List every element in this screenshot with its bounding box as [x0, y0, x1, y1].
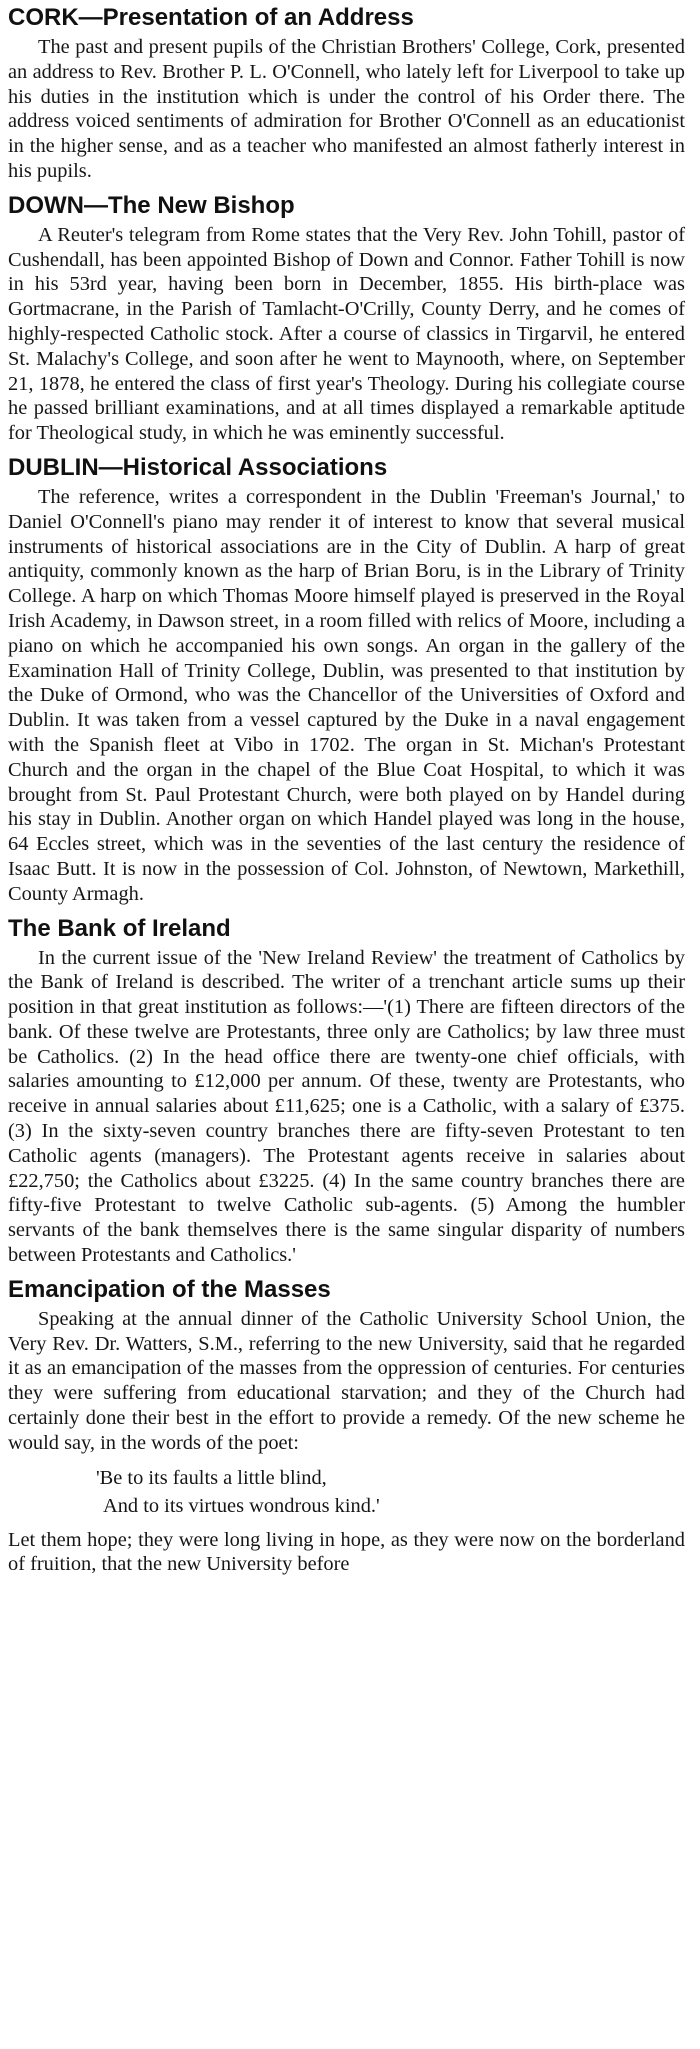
article-heading: Emancipation of the Masses [8, 1275, 331, 1303]
poem-quote [8, 1464, 700, 1520]
article-dublin [8, 454, 700, 907]
article-continuation: Let them hope; they were long living in hope, as they were now on the borderland of fruition, that the new University before [8, 1528, 685, 1576]
article-heading: CORK—Presentation of an Address [8, 4, 414, 31]
poem-line: And to its virtues wondrous kind.' [103, 1494, 380, 1517]
article-body: A Reuter's telegram from Rome states that the Very Rev. John Tohill, pastor of Cushendall, has been appointed Bishop of Down and Connor. Father Tohill is now in his 53rd year, having been born in December, 1855. His birth-place was Gortmacrane, in the Parish of Tamlacht-O'Crilly, County Derry, and he comes of highly-respected Catholic stock. After a course of classics in Tirgarvil, he entered St. Malachy's College, and soon after he went to Maynooth, where, on September 21, 1878, he entered the class of first year's Theology. During his collegiate course he passed brilliant examinations, and at all times displayed a remarkable aptitude for Theological study, in which he was eminently successful. [8, 223, 685, 445]
article-emancipation [8, 1276, 700, 1577]
article-body: The past and present pupils of the Christian Brothers' College, Cork, presented an address to Rev. Brother P. L. O'Connell, who lately left for Liverpool to take up his duties in the institution which is under the control of his Order there. The address voiced sentiments of admiration for Brother O'Connell as an educationist in the higher sense, and as a teacher who manifested an almost fatherly interest in his pupils. [8, 36, 685, 182]
poem-line: 'Be to its faults a little blind, [96, 1466, 327, 1489]
article-body: The reference, writes a correspondent in the Dublin 'Freeman's Journal,' to Daniel O'Connell's piano may render it of interest to know that several musical instruments of historical associations are in the City of Dublin. A harp of great antiquity, commonly known as the harp of Brian Boru, is in the Library of Trinity College. A harp on which Thomas Moore himself played is preserved in the Royal Irish Academy, in Dawson street, in a room filled with relics of Moore, including a piano on which he accompanied his own songs. An organ in the gallery of the Examination Hall of Trinity College, Dublin, was presented to that institution by the Duke of Ormond, who was the Chancellor of the Universities of Oxford and Dublin. It was taken from a vessel captured by the Duke in a naval engagement with the Spanish fleet at Vibo in 1702. The organ in St. Michan's Protestant Church and the organ in the chapel of the Blue Coat Hospital, to which it was brought from St. Paul Protestant Church, were both played on by Handel during his stay in Dublin. Another organ on which Handel played was long in the house, 64 Eccles street, which was in the seventies of the last century the residence of Isaac Butt. It is now in the possession of Col. Johnston, of Newtown, Markethill, County Armagh. [8, 485, 685, 905]
article-heading: DOWN—The New Bishop [8, 191, 295, 219]
article-down [8, 192, 700, 446]
article-cork [8, 4, 700, 184]
article-heading: DUBLIN—Historical Associations [8, 453, 388, 481]
article-bank-of-ireland [8, 915, 700, 1268]
article-body: In the current issue of the 'New Ireland Review' the treatment of Catholics by the Bank of Ireland is described. The writer of a trenchant article sums up their position in that great institution as follows:—'(1) There are fifteen directors of the bank. Of these twelve are Protestants, three only are Catholics; by law three must be Catholics. (2) In the head office there are twenty-one chief officials, with salaries amounting to £12,000 per annum. Of these, twenty are Protestants, who receive in annual salaries about £11,625; one is a Catholic, with a salary of £375. (3) In the sixty-seven country branches there are fifty-seven Protestant to ten Catholic agents (managers). The Protestant agents receive in salaries about £22,750; the Catholics about £3225. (4) In the same country branches there are fifty-five Protestant to twelve Catholic sub-agents. (5) Among the humbler servants of the bank themselves there is the same singular disparity of numbers between Protestants and Catholics.' [8, 946, 685, 1267]
article-body: Speaking at the annual dinner of the Catholic University School Union, the Very Rev. Dr. Watters, S.M., referring to the new University, said that he regarded it as an emancipation of the masses from the oppression of centuries. For centuries they were suffering from educational starvation; and they of the Church had certainly done their best in the effort to provide a remedy. Of the new scheme he would say, in the words of the poet: [8, 1307, 685, 1454]
article-heading: The Bank of Ireland [8, 914, 231, 942]
